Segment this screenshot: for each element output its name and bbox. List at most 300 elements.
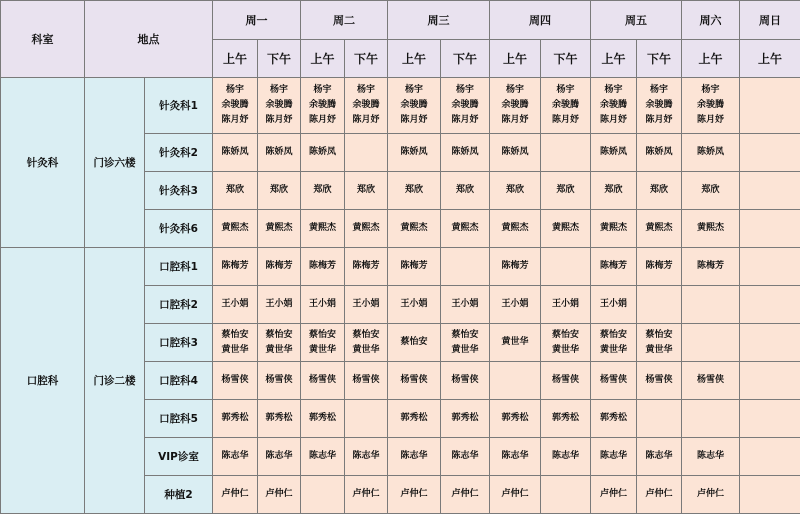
- schedule-slot: [258, 134, 301, 172]
- doctor-name: 杨雪侠: [451, 375, 479, 385]
- schedule-slot: [637, 476, 682, 514]
- schedule-slot: [258, 438, 301, 476]
- schedule-slot: [591, 248, 637, 286]
- doctor-name: 余骏腾: [451, 100, 479, 110]
- doctor-name: 杨宇: [404, 85, 423, 95]
- schedule-slot: [388, 362, 441, 400]
- room-cell: VIP诊室: [145, 438, 213, 476]
- doctor-name: 黄熙杰: [696, 223, 724, 233]
- schedule-slot: [388, 248, 441, 286]
- doctor-name: 陈梅芳: [221, 261, 249, 271]
- schedule-slot: [258, 286, 301, 324]
- doctor-name: 陈志华: [400, 451, 428, 461]
- day-header: 周四: [490, 1, 591, 40]
- doctor-name: 杨宇: [701, 85, 720, 95]
- doctor-name: 陈梅芳: [352, 261, 380, 271]
- doctor-name: 蔡怡安: [451, 329, 479, 340]
- schedule-slot: [388, 286, 441, 324]
- doctor-name: 王小娟: [221, 299, 249, 309]
- schedule-slot: [258, 172, 301, 210]
- schedule-slot: [345, 438, 388, 476]
- doctor-name: 郑欣: [556, 185, 575, 195]
- doctor-name: 陈月妤: [451, 115, 479, 125]
- day-header: 周日: [740, 1, 800, 40]
- doctor-name: 余骏腾: [400, 100, 428, 110]
- room-cell: 针灸科3: [145, 172, 213, 210]
- room-cell: 种植2: [145, 476, 213, 514]
- doctor-name: 杨宇: [455, 85, 474, 95]
- doctor-name: 陈娇凤: [265, 147, 293, 157]
- schedule-slot: [345, 286, 388, 324]
- doctor-name: 黄世华: [551, 344, 579, 355]
- doctor-name: 郭秀松: [501, 413, 529, 423]
- schedule-slot: [637, 362, 682, 400]
- schedule-slot: [740, 400, 800, 438]
- doctor-name: 杨宇: [604, 85, 623, 95]
- schedule-slot: [490, 362, 541, 400]
- doctor-name: 陈月妤: [352, 115, 380, 125]
- doctor-name: 陈娇凤: [308, 147, 336, 157]
- doctor-name: 黄世华: [645, 344, 673, 355]
- doctor-name: 王小娟: [352, 299, 380, 309]
- doctor-name: 余骏腾: [221, 100, 249, 110]
- schedule-slot: [258, 324, 301, 362]
- doctor-name: 余骏腾: [645, 100, 673, 110]
- doctor-name: 蔡怡安: [308, 329, 336, 340]
- schedule-slot: [682, 362, 740, 400]
- doctor-name: 卢仲仁: [221, 489, 249, 499]
- doctor-name: 蔡怡安: [551, 329, 579, 340]
- doctor-name: 余骏腾: [265, 100, 293, 110]
- schedule-slot: [490, 286, 541, 324]
- pm-header: 下午: [637, 40, 682, 78]
- doctor-name: 陈梅芳: [308, 261, 336, 271]
- doctor-name: 黄世华: [599, 344, 627, 355]
- schedule-slot: [301, 400, 345, 438]
- doctor-name: 王小娟: [400, 299, 428, 309]
- day-header: 周一: [213, 1, 301, 40]
- doctor-name: 黄熙杰: [501, 223, 529, 233]
- room-cell: 口腔科5: [145, 400, 213, 438]
- doctor-name: 郭秀松: [451, 413, 479, 423]
- doctor-name: 陈娇凤: [645, 147, 673, 157]
- table-row: [1, 78, 800, 134]
- schedule-slot: [637, 286, 682, 324]
- schedule-slot: [591, 438, 637, 476]
- schedule-slot: [541, 324, 591, 362]
- schedule-slot: [345, 400, 388, 438]
- schedule-slot: [388, 78, 441, 134]
- doctor-name: 黄熙杰: [308, 223, 336, 233]
- doctor-name: 杨宇: [356, 85, 375, 95]
- doctor-name: 王小娟: [451, 299, 479, 309]
- doctor-name: 黄熙杰: [551, 223, 579, 233]
- doctor-name: 卢仲仁: [400, 489, 428, 499]
- doctor-name: 陈志华: [696, 451, 724, 461]
- doctor-name: 杨宇: [269, 85, 288, 95]
- doctor-name: 蔡怡安: [265, 329, 293, 340]
- schedule-slot: [345, 324, 388, 362]
- header-row-days: [1, 1, 800, 40]
- schedule-slot: [301, 362, 345, 400]
- schedule-slot: [388, 134, 441, 172]
- schedule-slot: [490, 248, 541, 286]
- doctor-name: 陈志华: [308, 451, 336, 461]
- doctor-name: 陈梅芳: [645, 261, 673, 271]
- doctor-name: 余骏腾: [551, 100, 579, 110]
- doctor-name: 郭秀松: [221, 413, 249, 423]
- schedule-slot: [345, 172, 388, 210]
- schedule-slot: [637, 134, 682, 172]
- room-cell: 口腔科1: [145, 248, 213, 286]
- doctor-name: 郑欣: [604, 185, 623, 195]
- schedule-slot: [301, 210, 345, 248]
- doctor-name: 杨宇: [313, 85, 332, 95]
- schedule-slot: [301, 286, 345, 324]
- schedule-slot: [740, 172, 800, 210]
- schedule-slot: [541, 286, 591, 324]
- doctor-name: 卢仲仁: [696, 489, 724, 499]
- schedule-slot: [490, 134, 541, 172]
- schedule-slot: [213, 210, 258, 248]
- schedule-slot: [441, 324, 490, 362]
- doctor-name: 杨雪侠: [352, 375, 380, 385]
- doctor-name: 郑欣: [505, 185, 524, 195]
- schedule-slot: [740, 134, 800, 172]
- doctor-name: 郑欣: [649, 185, 668, 195]
- doctor-name: 陈梅芳: [599, 261, 627, 271]
- pm-header: 下午: [441, 40, 490, 78]
- schedule-slot: [591, 286, 637, 324]
- room-cell: 针灸科1: [145, 78, 213, 134]
- day-header: 周二: [301, 1, 388, 40]
- doctor-name: 黄世华: [451, 344, 479, 355]
- schedule-slot: [740, 362, 800, 400]
- am-header: 上午: [213, 40, 258, 78]
- am-header: 上午: [301, 40, 345, 78]
- schedule-slot: [213, 172, 258, 210]
- doctor-name: 余骏腾: [696, 100, 724, 110]
- doctor-name: 陈月妤: [696, 115, 724, 125]
- schedule-slot: [441, 134, 490, 172]
- schedule-slot: [441, 362, 490, 400]
- doctor-name: 陈月妤: [645, 115, 673, 125]
- day-header: 周六: [682, 1, 740, 40]
- schedule-slot: [301, 78, 345, 134]
- doctor-name: 杨雪侠: [551, 375, 579, 385]
- doctor-name: 陈娇凤: [221, 147, 249, 157]
- schedule-slot: [213, 286, 258, 324]
- pm-header: 下午: [258, 40, 301, 78]
- schedule-slot: [591, 134, 637, 172]
- pm-header: 下午: [541, 40, 591, 78]
- doctor-name: 陈月妤: [308, 115, 336, 125]
- am-header: 上午: [740, 40, 800, 78]
- doctor-name: 陈志华: [221, 451, 249, 461]
- doctor-name: 陈志华: [599, 451, 627, 461]
- schedule-slot: [258, 476, 301, 514]
- schedule-slot: [441, 400, 490, 438]
- doctor-name: 郑欣: [701, 185, 720, 195]
- schedule-slot: [213, 248, 258, 286]
- schedule-slot: [541, 400, 591, 438]
- doctor-name: 杨雪侠: [696, 375, 724, 385]
- schedule-slot: [258, 362, 301, 400]
- doctor-name: 蔡怡安: [400, 337, 428, 347]
- schedule-slot: [682, 438, 740, 476]
- doctor-name: 陈月妤: [551, 115, 579, 125]
- doctor-name: 郑欣: [225, 185, 244, 195]
- schedule-slot: [258, 248, 301, 286]
- schedule-slot: [441, 438, 490, 476]
- doctor-name: 郑欣: [404, 185, 423, 195]
- doctor-name: 郑欣: [313, 185, 332, 195]
- doctor-name: 黄熙杰: [265, 223, 293, 233]
- schedule-slot: [541, 438, 591, 476]
- doctor-name: 蔡怡安: [352, 329, 380, 340]
- schedule-slot: [345, 210, 388, 248]
- room-cell: 针灸科2: [145, 134, 213, 172]
- schedule-slot: [258, 400, 301, 438]
- doctor-name: 卢仲仁: [265, 489, 293, 499]
- doctor-name: 陈梅芳: [265, 261, 293, 271]
- day-header: 周三: [388, 1, 490, 40]
- doctor-name: 王小娟: [501, 299, 529, 309]
- doctor-name: 卢仲仁: [599, 489, 627, 499]
- doctor-name: 黄熙杰: [221, 223, 249, 233]
- pm-header: 下午: [345, 40, 388, 78]
- doctor-name: 陈月妤: [400, 115, 428, 125]
- doctor-name: 蔡怡安: [221, 329, 249, 340]
- doctor-name: 陈娇凤: [696, 147, 724, 157]
- doctor-name: 黄熙杰: [599, 223, 627, 233]
- schedule-slot: [591, 400, 637, 438]
- department-cell: 针灸科: [1, 78, 85, 248]
- schedule-slot: [541, 78, 591, 134]
- doctor-name: 王小娟: [599, 299, 627, 309]
- schedule-slot: [740, 476, 800, 514]
- schedule-slot: [301, 172, 345, 210]
- schedule-slot: [213, 438, 258, 476]
- doctor-name: 陈月妤: [599, 115, 627, 125]
- dept-column-header: 科室: [1, 1, 85, 78]
- schedule-slot: [740, 324, 800, 362]
- schedule-slot: [740, 78, 800, 134]
- schedule-slot: [301, 476, 345, 514]
- room-cell: 口腔科2: [145, 286, 213, 324]
- doctor-name: 杨雪侠: [599, 375, 627, 385]
- schedule-slot: [740, 286, 800, 324]
- doctor-name: 黄世华: [501, 337, 529, 347]
- schedule-slot: [441, 476, 490, 514]
- schedule-slot: [213, 476, 258, 514]
- doctor-name: 余骏腾: [501, 100, 529, 110]
- day-header: 周五: [591, 1, 682, 40]
- doctor-name: 余骏腾: [308, 100, 336, 110]
- doctor-name: 陈月妤: [265, 115, 293, 125]
- schedule-slot: [301, 134, 345, 172]
- doctor-name: 杨雪侠: [645, 375, 673, 385]
- schedule-slot: [490, 476, 541, 514]
- am-header: 上午: [591, 40, 637, 78]
- doctor-name: 杨雪侠: [308, 375, 336, 385]
- schedule-slot: [637, 324, 682, 362]
- schedule-slot: [388, 476, 441, 514]
- doctor-name: 郭秀松: [599, 413, 627, 423]
- schedule-slot: [345, 134, 388, 172]
- schedule-slot: [345, 78, 388, 134]
- doctor-name: 陈志华: [551, 451, 579, 461]
- schedule-slot: [213, 78, 258, 134]
- doctor-name: 郑欣: [455, 185, 474, 195]
- schedule-slot: [637, 78, 682, 134]
- schedule-slot: [637, 172, 682, 210]
- schedule-slot: [637, 210, 682, 248]
- doctor-name: 陈志华: [352, 451, 380, 461]
- schedule-slot: [213, 400, 258, 438]
- doctor-name: 陈娇凤: [599, 147, 627, 157]
- doctor-name: 郭秀松: [308, 413, 336, 423]
- schedule-slot: [591, 324, 637, 362]
- doctor-name: 黄世华: [352, 344, 380, 355]
- doctor-name: 黄世华: [221, 344, 249, 355]
- schedule-slot: [490, 438, 541, 476]
- schedule-slot: [740, 248, 800, 286]
- doctor-name: 郑欣: [356, 185, 375, 195]
- doctor-name: 郑欣: [269, 185, 288, 195]
- schedule-slot: [591, 210, 637, 248]
- schedule-slot: [490, 400, 541, 438]
- schedule-slot: [682, 210, 740, 248]
- doctor-name: 黄世华: [265, 344, 293, 355]
- schedule-slot: [258, 78, 301, 134]
- doctor-name: 卢仲仁: [451, 489, 479, 499]
- doctor-name: 黄熙杰: [352, 223, 380, 233]
- schedule-slot: [591, 362, 637, 400]
- doctor-name: 郭秀松: [551, 413, 579, 423]
- doctor-name: 陈梅芳: [400, 261, 428, 271]
- doctor-name: 卢仲仁: [501, 489, 529, 499]
- room-cell: 针灸科6: [145, 210, 213, 248]
- schedule-slot: [740, 210, 800, 248]
- doctor-name: 陈志华: [265, 451, 293, 461]
- doctor-name: 陈娇凤: [501, 147, 529, 157]
- location-column-header: 地点: [85, 1, 213, 78]
- schedule-slot: [541, 362, 591, 400]
- schedule-slot: [682, 248, 740, 286]
- schedule-slot: [591, 78, 637, 134]
- schedule-slot: [301, 324, 345, 362]
- location-cell: 门诊二楼: [85, 248, 145, 514]
- department-cell: 口腔科: [1, 248, 85, 514]
- schedule-slot: [441, 78, 490, 134]
- schedule-slot: [388, 324, 441, 362]
- doctor-name: 杨宇: [556, 85, 575, 95]
- schedule-slot: [637, 248, 682, 286]
- schedule-slot: [541, 172, 591, 210]
- schedule-slot: [541, 134, 591, 172]
- schedule-slot: [682, 172, 740, 210]
- doctor-name: 陈月妤: [221, 115, 249, 125]
- room-cell: 口腔科3: [145, 324, 213, 362]
- schedule-slot: [441, 210, 490, 248]
- schedule-slot: [345, 362, 388, 400]
- am-header: 上午: [490, 40, 541, 78]
- schedule-slot: [637, 438, 682, 476]
- schedule-slot: [541, 210, 591, 248]
- doctor-name: 杨宇: [649, 85, 668, 95]
- doctor-name: 黄熙杰: [400, 223, 428, 233]
- doctor-name: 王小娟: [551, 299, 579, 309]
- schedule-slot: [682, 286, 740, 324]
- schedule-slot: [213, 324, 258, 362]
- doctor-name: 陈志华: [451, 451, 479, 461]
- schedule-slot: [213, 362, 258, 400]
- am-header: 上午: [388, 40, 441, 78]
- schedule-slot: [682, 476, 740, 514]
- doctor-name: 陈志华: [645, 451, 673, 461]
- doctor-name: 陈梅芳: [696, 261, 724, 271]
- doctor-name: 卢仲仁: [645, 489, 673, 499]
- doctor-name: 黄世华: [308, 344, 336, 355]
- doctor-name: 陈娇凤: [451, 147, 479, 157]
- schedule-slot: [682, 324, 740, 362]
- doctor-name: 王小娟: [308, 299, 336, 309]
- schedule-slot: [345, 248, 388, 286]
- schedule-slot: [301, 438, 345, 476]
- doctor-name: 余骏腾: [599, 100, 627, 110]
- schedule-slot: [591, 172, 637, 210]
- schedule-slot: [682, 78, 740, 134]
- doctor-name: 陈志华: [501, 451, 529, 461]
- doctor-name: 杨雪侠: [265, 375, 293, 385]
- schedule-slot: [637, 400, 682, 438]
- room-cell: 口腔科4: [145, 362, 213, 400]
- schedule-slot: [490, 78, 541, 134]
- doctor-name: 黄熙杰: [645, 223, 673, 233]
- doctor-name: 余骏腾: [352, 100, 380, 110]
- schedule-slot: [490, 172, 541, 210]
- schedule-slot: [388, 400, 441, 438]
- schedule-slot: [301, 248, 345, 286]
- schedule-slot: [388, 210, 441, 248]
- schedule-slot: [345, 476, 388, 514]
- schedule-slot: [682, 400, 740, 438]
- doctor-name: 郭秀松: [265, 413, 293, 423]
- doctor-name: 郭秀松: [400, 413, 428, 423]
- schedule-slot: [490, 210, 541, 248]
- doctor-name: 杨宇: [505, 85, 524, 95]
- schedule-slot: [591, 476, 637, 514]
- location-cell: 门诊六楼: [85, 78, 145, 248]
- doctor-name: 杨雪侠: [400, 375, 428, 385]
- doctor-name: 卢仲仁: [352, 489, 380, 499]
- schedule-slot: [441, 286, 490, 324]
- schedule-slot: [541, 248, 591, 286]
- schedule-slot: [388, 172, 441, 210]
- schedule-slot: [258, 210, 301, 248]
- schedule-slot: [541, 476, 591, 514]
- doctor-name: 陈月妤: [501, 115, 529, 125]
- schedule-slot: [441, 248, 490, 286]
- schedule-slot: [682, 134, 740, 172]
- doctor-name: 陈娇凤: [400, 147, 428, 157]
- table-row: [1, 248, 800, 286]
- doctor-name: 陈梅芳: [501, 261, 529, 271]
- doctor-name: 王小娟: [265, 299, 293, 309]
- doctor-name: 蔡怡安: [645, 329, 673, 340]
- doctor-name: 杨雪侠: [221, 375, 249, 385]
